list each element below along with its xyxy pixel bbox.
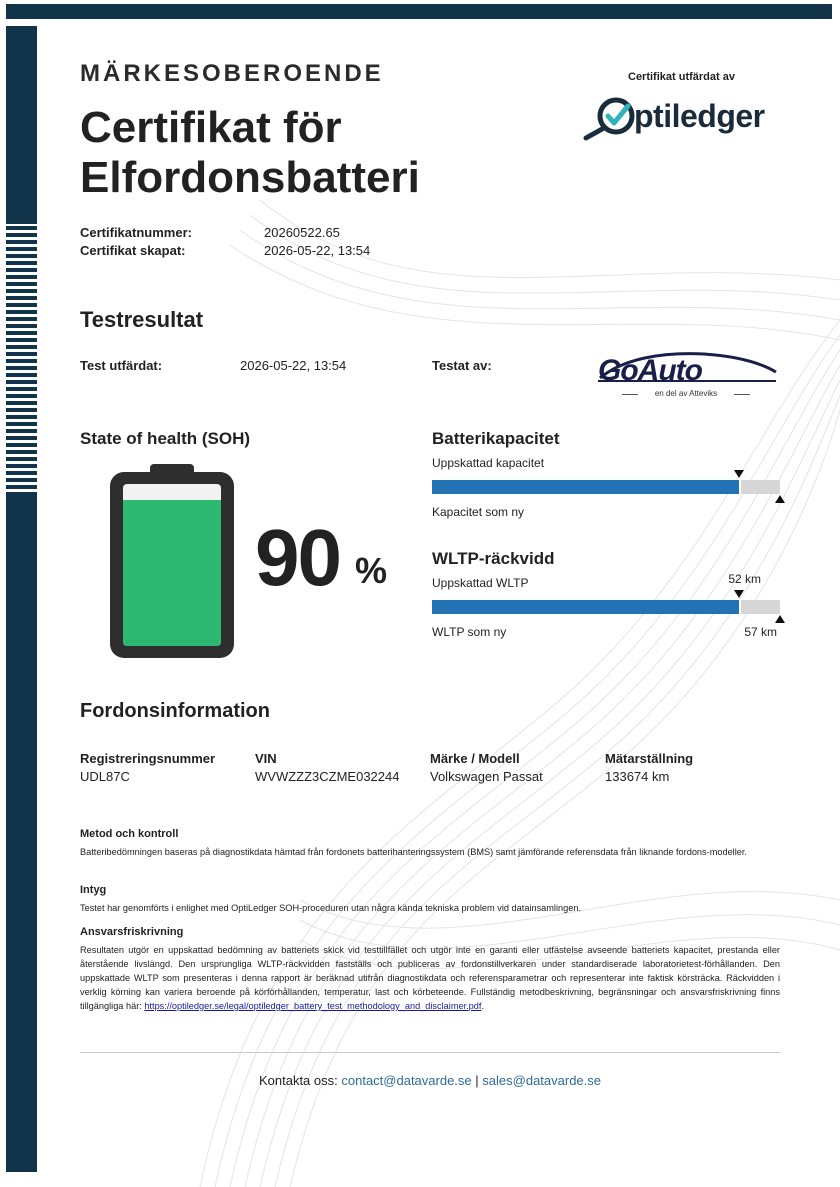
vehicle-info-heading: Fordonsinformation — [80, 700, 270, 722]
certificate-created-value: 2026-05-22, 13:54 — [264, 243, 371, 258]
wltp-estimated-label: Uppskattad WLTP — [432, 576, 529, 590]
capacity-bar — [432, 480, 780, 494]
test-results-heading: Testresultat — [80, 307, 204, 332]
battery-fill — [123, 500, 221, 646]
test-issued-label: Test utfärdat: — [80, 358, 163, 373]
vehicle-odometer-label: Mätarställning — [605, 751, 694, 766]
sales-email-link[interactable]: sales@datavarde.se — [482, 1073, 602, 1088]
capacity-estimated-marker-icon — [734, 470, 744, 478]
capacity-estimated-label: Uppskattad kapacitet — [432, 456, 545, 470]
wltp-heading: WLTP-räckvidd — [432, 549, 555, 568]
soh-value: 90 — [255, 513, 340, 602]
capacity-new-label: Kapacitet som ny — [432, 505, 525, 519]
document-title — [80, 103, 500, 203]
method-title: Metod och kontroll — [80, 828, 179, 840]
test-issued-value: 2026-05-22, 13:54 — [240, 358, 347, 373]
attestation-text: Testet har genomförts i enlighet med OptiLedger SOH-proceduren utan några kända tekniska problem vid datainsamlingen. — [80, 903, 582, 913]
vehicle-odometer-value: 133674 km — [605, 769, 670, 784]
disclaimer-suffix: . — [481, 1001, 485, 1011]
vehicle-model-label: Märke / Modell — [430, 751, 520, 766]
certificate-number-label: Certifikatnummer: — [80, 225, 192, 240]
capacity-bar-remainder — [741, 480, 780, 494]
contact-line — [0, 1073, 840, 1088]
wltp-estimated-value: 52 km — [728, 572, 761, 586]
capacity-new-marker-icon — [775, 495, 785, 503]
optiledger-logo — [582, 92, 782, 144]
certificate-created-label: Certifikat skapat: — [80, 243, 186, 258]
capacity-bar-fill — [432, 480, 739, 494]
goauto-logo-text: GoAuto — [598, 354, 702, 387]
soh-heading: State of health (SOH) — [80, 429, 251, 448]
vehicle-vin-value: WVWZZZ3CZME032244 — [255, 769, 400, 784]
contact-label: Kontakta oss: — [258, 1073, 338, 1088]
wltp-bar-fill — [432, 600, 739, 614]
document-kicker: MÄRKESOBEROENDE — [80, 60, 384, 87]
wltp-bar-remainder — [741, 600, 780, 614]
goauto-logo-sub: en del av Atteviks — [654, 389, 718, 398]
title-line-1: Certifikat för — [80, 103, 342, 152]
title-line-2: Elfordonsbatteri — [80, 153, 420, 202]
contact-email-link[interactable]: contact@datavarde.se — [341, 1073, 472, 1088]
battery-icon — [110, 464, 234, 658]
disclaimer-title: Ansvarsfriskrivning — [80, 926, 184, 938]
optiledger-logo-text: ptiledger — [634, 98, 765, 134]
tested-by-label: Testat av: — [432, 358, 492, 373]
capacity-heading: Batterikapacitet — [432, 429, 560, 448]
disclaimer-text: Resultaten utgör en uppskattad bedömning av batteriets skick vid testtillfället och utgör inte en garanti eller utfästelse avseende batteriets kapacitet, prestanda eller återstående livslängd. Den ursprungliga WLTP-räckvidden fastställs och publiceras av fordonstillverkaren under standardiserade laboratorietest-förhållanden. Den uppskattade WLTP som presenteras i denna rapport är beräknad utifrån diagnostikdata och referensparametrar och representerar inte faktisk körsträcka. Räckvidden i verklig körning kan variera beroende på körförhållanden, temperatur, last och körbeteende. Fullständig metodbeskrivning, begränsningar och ansvarsfriskrivning finns tillgängliga här: — [80, 945, 780, 1011]
footer-divider — [80, 1052, 780, 1053]
certificate-number-value: 20260522.65 — [264, 225, 340, 240]
contact-separator: | — [475, 1073, 479, 1088]
goauto-logo — [594, 348, 780, 404]
vehicle-reg-value: UDL87C — [80, 769, 130, 784]
disclaimer-link[interactable]: https://optiledger.se/legal/optiledger_battery_test_methodology_and_disclaimer.pdf — [144, 1001, 482, 1011]
issued-by-label: Certifikat utfärdat av — [628, 71, 735, 83]
vehicle-reg-label: Registreringsnummer — [80, 751, 216, 766]
vehicle-model-value: Volkswagen Passat — [430, 769, 543, 784]
attestation-title: Intyg — [80, 884, 107, 896]
wltp-estimated-marker-icon — [734, 590, 744, 598]
soh-unit: % — [355, 550, 388, 591]
magnifier-check-icon — [582, 92, 642, 144]
method-text: Batteribedömningen baseras på diagnostikdata hämtad från fordonets batterihanteringssystem (BMS) samt jämförande referensdata från liknande fordons-modeller. — [80, 847, 747, 857]
wltp-bar — [432, 600, 780, 614]
wltp-new-label: WLTP som ny — [432, 625, 507, 639]
wltp-new-marker-icon — [775, 615, 785, 623]
vehicle-vin-label: VIN — [255, 751, 277, 766]
wltp-new-value: 57 km — [744, 625, 777, 639]
disclaimer-body — [80, 943, 780, 1013]
